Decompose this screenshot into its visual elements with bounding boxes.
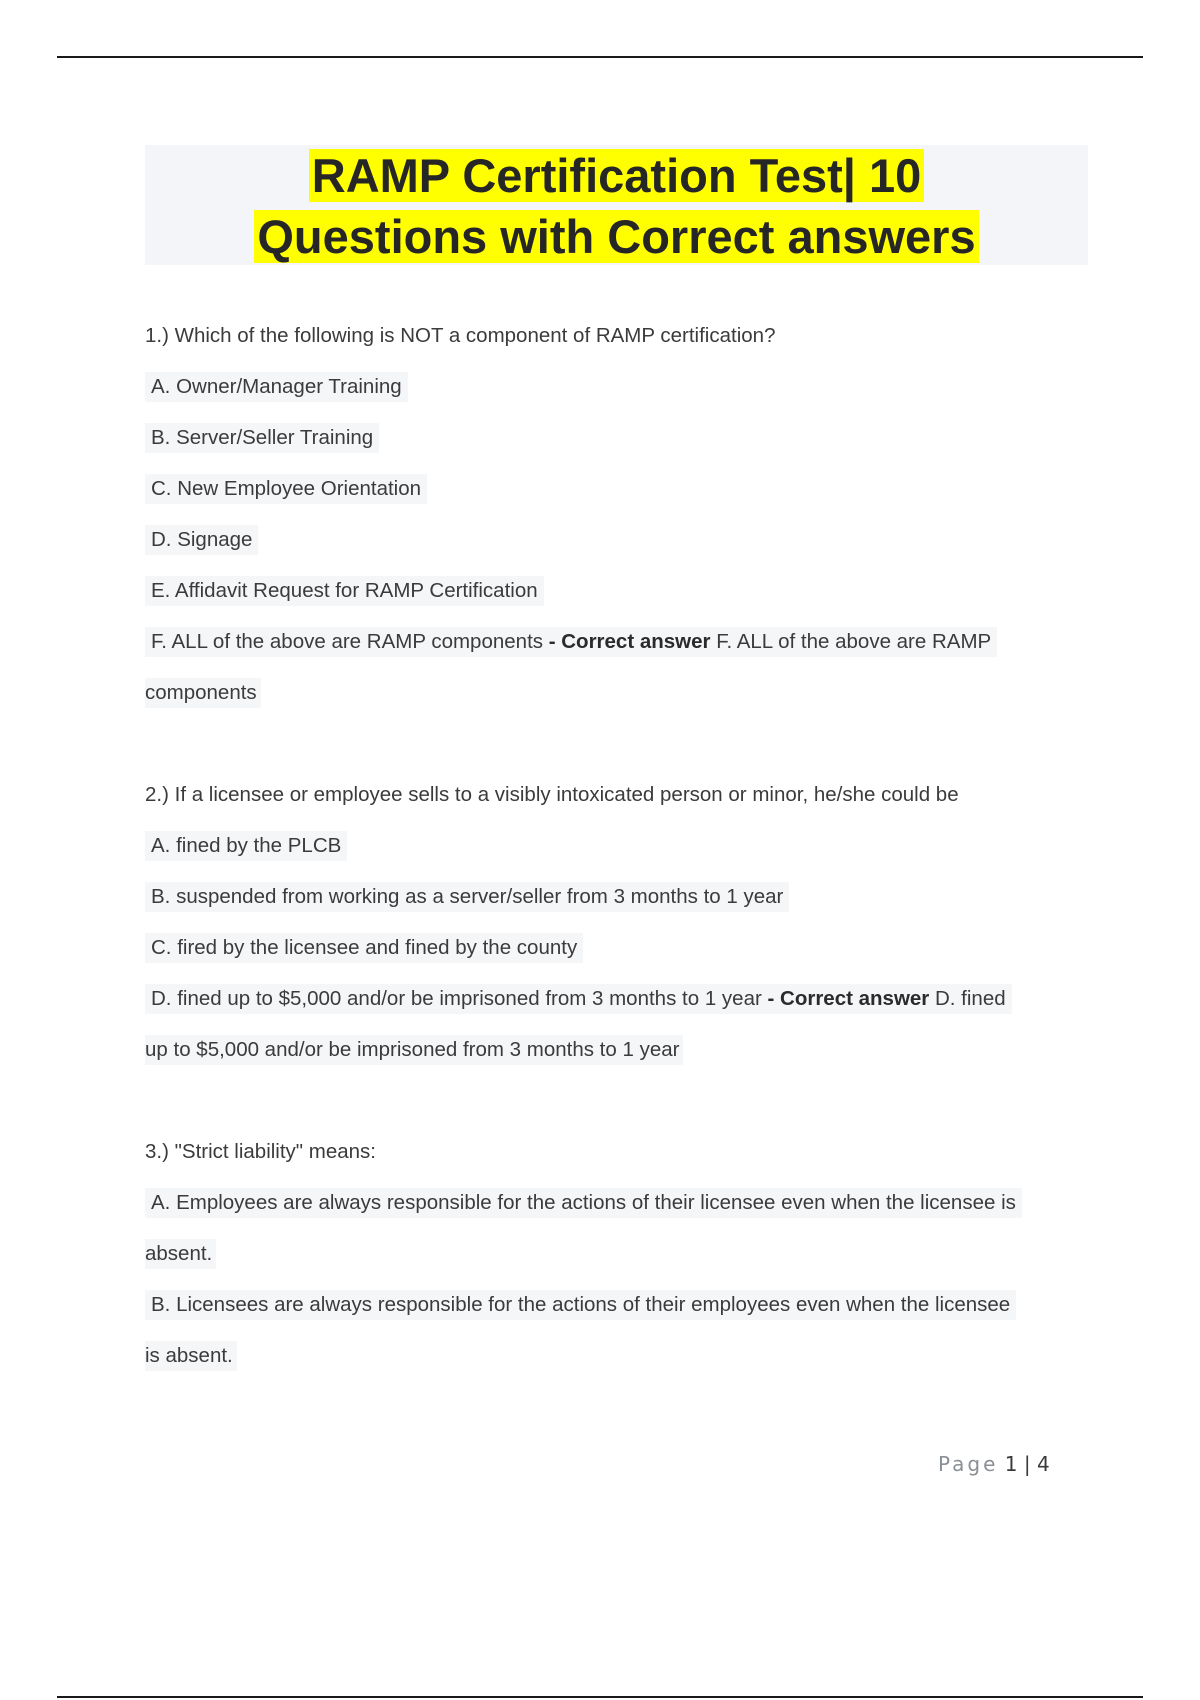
- spacer: [145, 1075, 1090, 1126]
- question-3-option-a: A. Employees are always responsible for the actions of their licensee even when the licensee is: [145, 1177, 1090, 1228]
- question-1-option-b: B. Server/Seller Training: [145, 412, 1090, 463]
- correct-answer-label: - Correct answer: [767, 987, 930, 1010]
- question-1-option-c: C. New Employee Orientation: [145, 463, 1090, 514]
- page-current: 1: [1004, 1452, 1018, 1476]
- question-2-answer-repeat: D. fined: [934, 987, 1006, 1010]
- document-title: [145, 145, 1088, 265]
- question-1-answer-option: F. ALL of the above are RAMP components: [151, 630, 544, 653]
- title-line-2: Questions with Correct answers: [254, 210, 978, 263]
- question-2-option-b: B. suspended from working as a server/seller from 3 months to 1 year: [145, 871, 1090, 922]
- page-word: Page: [938, 1452, 999, 1476]
- question-3-option-a-continued: absent.: [145, 1228, 1090, 1279]
- question-1-option-e: E. Affidavit Request for RAMP Certification: [145, 565, 1090, 616]
- correct-answer-label: - Correct answer: [548, 630, 711, 653]
- question-1-option-d: D. Signage: [145, 514, 1090, 565]
- question-1-answer: [145, 616, 1090, 667]
- page-total: 4: [1036, 1452, 1050, 1476]
- page-separator: |: [1023, 1452, 1031, 1476]
- spacer: [145, 718, 1090, 769]
- question-2-answer-continued: up to $5,000 and/or be imprisoned from 3 months to 1 year: [145, 1024, 1090, 1075]
- question-3-option-b: B. Licensees are always responsible for the actions of their employees even when the licensee: [145, 1279, 1090, 1330]
- question-1-answer-repeat: F. ALL of the above are RAMP: [716, 630, 992, 653]
- title-line-1: RAMP Certification Test| 10: [309, 149, 925, 202]
- question-2-answer: [145, 973, 1090, 1024]
- question-1-prompt: 1.) Which of the following is NOT a component of RAMP certification?: [145, 324, 776, 347]
- header-rule: [57, 56, 1143, 58]
- question-1-answer-continued: components: [145, 667, 1090, 718]
- question-2-option-c: C. fired by the licensee and fined by the county: [145, 922, 1090, 973]
- page-number: [938, 1452, 1050, 1476]
- question-2-answer-option: D. fined up to $5,000 and/or be imprisoned from 3 months to 1 year: [151, 987, 762, 1010]
- question-list: [145, 310, 1090, 1381]
- question-3-option-b-continued: is absent.: [145, 1330, 1090, 1381]
- question-3-prompt: 3.) "Strict liability" means:: [145, 1140, 377, 1163]
- question-2-option-a: A. fined by the PLCB: [145, 820, 1090, 871]
- question-1-option-a: A. Owner/Manager Training: [145, 361, 1090, 412]
- question-2-prompt: 2.) If a licensee or employee sells to a visibly intoxicated person or minor, he/she could be: [145, 783, 959, 806]
- footer-rule: [57, 1696, 1143, 1698]
